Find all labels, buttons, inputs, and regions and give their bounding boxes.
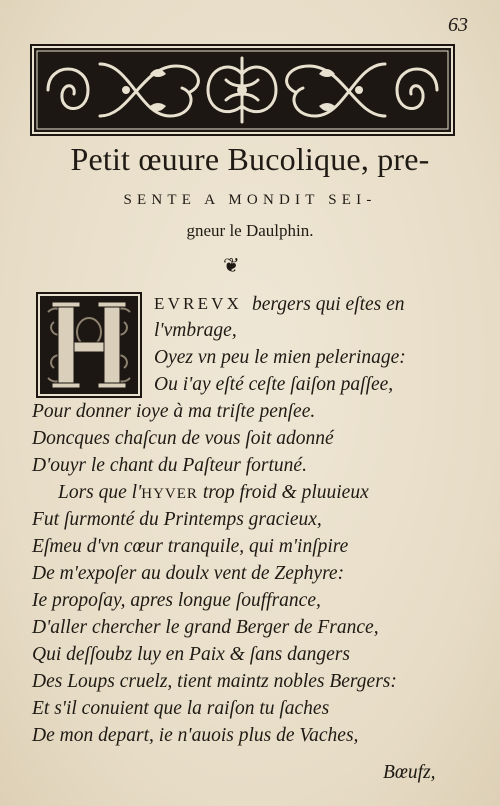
verse-line-14: Qui deſſoubz luy en Paix & ſans dangers (32, 644, 350, 665)
verse-line-5: Pour donner ioye à ma triſte penſee. (32, 401, 316, 422)
decorated-initial-letter (36, 292, 142, 398)
title-line-3: gneur le Daulphin. (186, 221, 314, 240)
verse-line-8-start: Lors que l' (58, 482, 142, 503)
verse-line-9: Fut ſurmonté du Printemps gracieux, (32, 509, 322, 530)
verse-line-7: D'ouyr le chant du Paſteur fortuné. (32, 455, 307, 476)
title-line-2: SENTE A MONDIT SEI- (123, 192, 377, 208)
verse-line-10: Eſmeu d'vn cœur tranquile, qui m'inſpire (32, 536, 349, 557)
verse-line-11: De m'expoſer au doulx vent de Zephyre: (32, 563, 345, 584)
verse-line-6: Doncques chaſcun de vous ſoit adonné (32, 428, 334, 449)
verse-line-8-end: trop froid & pluuieux (197, 482, 369, 503)
catchword: Bœufz, (383, 762, 436, 783)
verse-line-1: bergers qui eſtes en (252, 294, 405, 315)
verse-line-8-small-caps: HYVER (141, 486, 198, 502)
verse-line-13: D'aller chercher le grand Berger de France, (32, 617, 379, 638)
verse-line-2: l'vmbrage, (154, 320, 237, 341)
verse-line-15: Des Loups cruelz, tient maintz nobles Bergers: (32, 671, 397, 692)
opening-word: EVREVX (154, 294, 243, 313)
verse-line-3: Oyez vn peu le mien pelerinage: (154, 347, 406, 368)
verse-line-16: Et s'il conuient que la raiſon tu ſaches (32, 698, 330, 719)
fleuron-ornament: ❦ (223, 253, 240, 277)
verse-line-8 (58, 482, 369, 504)
title-line-1: Petit œuure Bucolique, pre- (70, 141, 430, 177)
ornamental-headpiece (30, 44, 455, 136)
page-number: 63 (448, 14, 468, 36)
verse-line-12: Ie propoſay, apres longue ſouffrance, (32, 590, 321, 611)
svg-text:H: H (89, 309, 91, 311)
verse-line-17: De mon depart, ie n'auois plus de Vaches, (32, 725, 359, 746)
verse-line-4: Ou i'ay eſté ceſte ſaiſon paſſee, (154, 374, 394, 395)
